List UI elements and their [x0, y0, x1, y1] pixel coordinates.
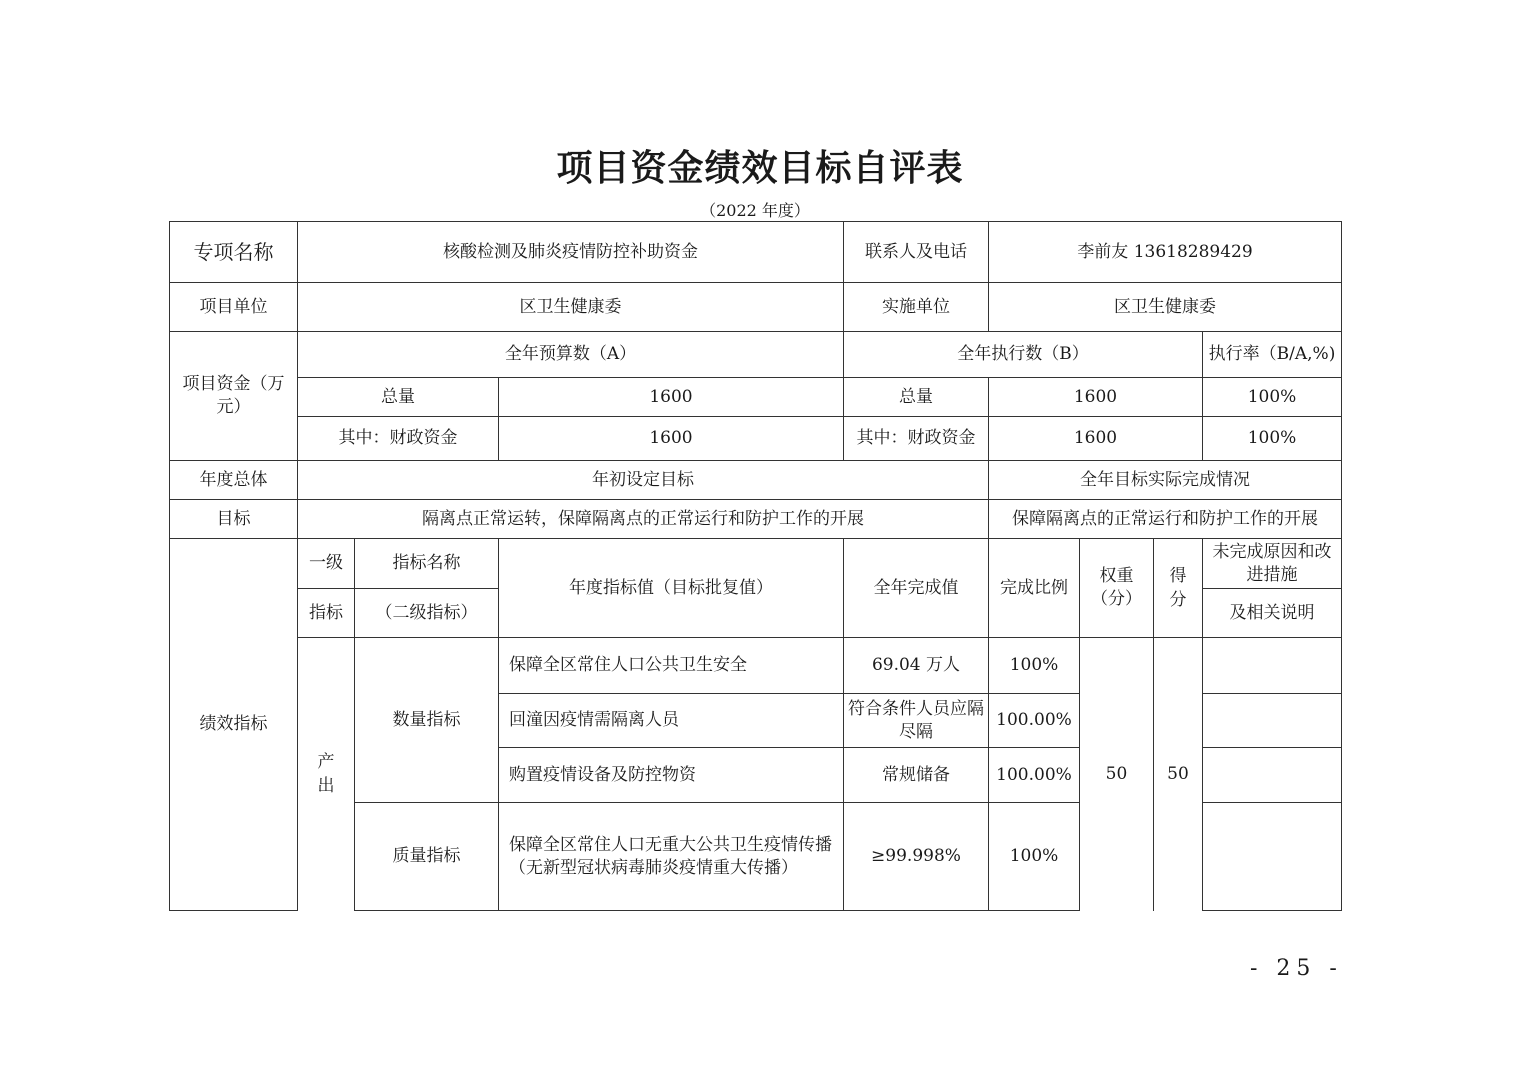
item-ratio: 100% — [989, 803, 1080, 911]
h-target: 年度指标值（目标批复值） — [499, 539, 844, 638]
total-exec: 1600 — [989, 378, 1203, 417]
level1-output-text: 产出 — [317, 752, 335, 797]
special-name-value: 核酸检测及肺炎疫情防控补助资金 — [298, 222, 844, 283]
self-evaluation-table — [169, 221, 1342, 911]
fiscal-budget: 1600 — [499, 417, 844, 461]
item-complete: 69.04 万人 — [844, 638, 989, 694]
total-label: 总量 — [298, 378, 499, 417]
contact-label: 联系人及电话 — [844, 222, 989, 283]
item-target: 保障全区常住人口无重大公共卫生疫情传播（无新型冠状病毒肺炎疫情重大传播） — [499, 803, 844, 911]
item-reason — [1203, 694, 1342, 748]
project-unit-value: 区卫生健康委 — [298, 283, 844, 332]
h-name-b: （二级指标） — [355, 589, 499, 638]
item-reason — [1203, 803, 1342, 911]
h-level1-a: 一级 — [298, 539, 355, 589]
exec-header: 全年执行数（B） — [844, 332, 1203, 378]
page-title: 项目资金绩效目标自评表 — [556, 147, 964, 189]
year-subtitle: （2022 年度） — [700, 201, 810, 220]
score-value: 50 — [1154, 638, 1203, 911]
total-budget: 1600 — [499, 378, 844, 417]
fiscal-label: 其中：财政资金 — [298, 417, 499, 461]
fiscal-exec: 1600 — [989, 417, 1203, 461]
quantity-label: 数量指标 — [355, 638, 499, 803]
item-target: 保障全区常住人口公共卫生安全 — [499, 638, 844, 694]
perf-label: 绩效指标 — [170, 539, 298, 911]
actual-value: 保障隔离点的正常运行和防护工作的开展 — [989, 500, 1342, 539]
rate-header: 执行率（B/A,%) — [1203, 332, 1342, 378]
actual-header: 全年目标实际完成情况 — [989, 461, 1342, 500]
quality-label: 质量指标 — [355, 803, 499, 911]
item-target: 购置疫情设备及防控物资 — [499, 748, 844, 803]
h-ratio: 完成比例 — [989, 539, 1080, 638]
initial-goal-header: 年初设定目标 — [298, 461, 989, 500]
goal-label: 目标 — [170, 500, 298, 539]
item-reason — [1203, 638, 1342, 694]
h-complete: 全年完成值 — [844, 539, 989, 638]
item-complete: ≥99.998% — [844, 803, 989, 911]
page-number: - 25 - — [1250, 956, 1343, 981]
item-ratio: 100.00% — [989, 748, 1080, 803]
h-level1-b: 指标 — [298, 589, 355, 638]
budget-header: 全年预算数（A） — [298, 332, 844, 378]
item-reason — [1203, 748, 1342, 803]
level1-output — [298, 638, 355, 911]
h-name-a: 指标名称 — [355, 539, 499, 589]
item-ratio: 100.00% — [989, 694, 1080, 748]
weight-value: 50 — [1080, 638, 1154, 911]
h-reason-a: 未完成原因和改进措施 — [1203, 539, 1342, 589]
h-score-text: 得分 — [1169, 566, 1187, 610]
h-score — [1154, 539, 1203, 638]
project-unit-label: 项目单位 — [170, 283, 298, 332]
h-reason-b: 及相关说明 — [1203, 589, 1342, 638]
h-weight: 权重（分） — [1080, 539, 1154, 638]
item-complete: 符合条件人员应隔尽隔 — [844, 694, 989, 748]
total-label-exec: 总量 — [844, 378, 989, 417]
item-target: 回潼因疫情需隔离人员 — [499, 694, 844, 748]
item-ratio: 100% — [989, 638, 1080, 694]
total-rate: 100% — [1203, 378, 1342, 417]
special-name-label: 专项名称 — [170, 222, 298, 283]
impl-unit-value: 区卫生健康委 — [989, 283, 1342, 332]
fiscal-rate: 100% — [1203, 417, 1342, 461]
contact-value: 李前友 13618289429 — [989, 222, 1342, 283]
fiscal-label-exec: 其中：财政资金 — [844, 417, 989, 461]
initial-goal-value: 隔离点正常运转，保障隔离点的正常运行和防护工作的开展 — [298, 500, 989, 539]
impl-unit-label: 实施单位 — [844, 283, 989, 332]
item-complete: 常规储备 — [844, 748, 989, 803]
fund-label: 项目资金（万元） — [170, 332, 298, 461]
annual-overall-label: 年度总体 — [170, 461, 298, 500]
